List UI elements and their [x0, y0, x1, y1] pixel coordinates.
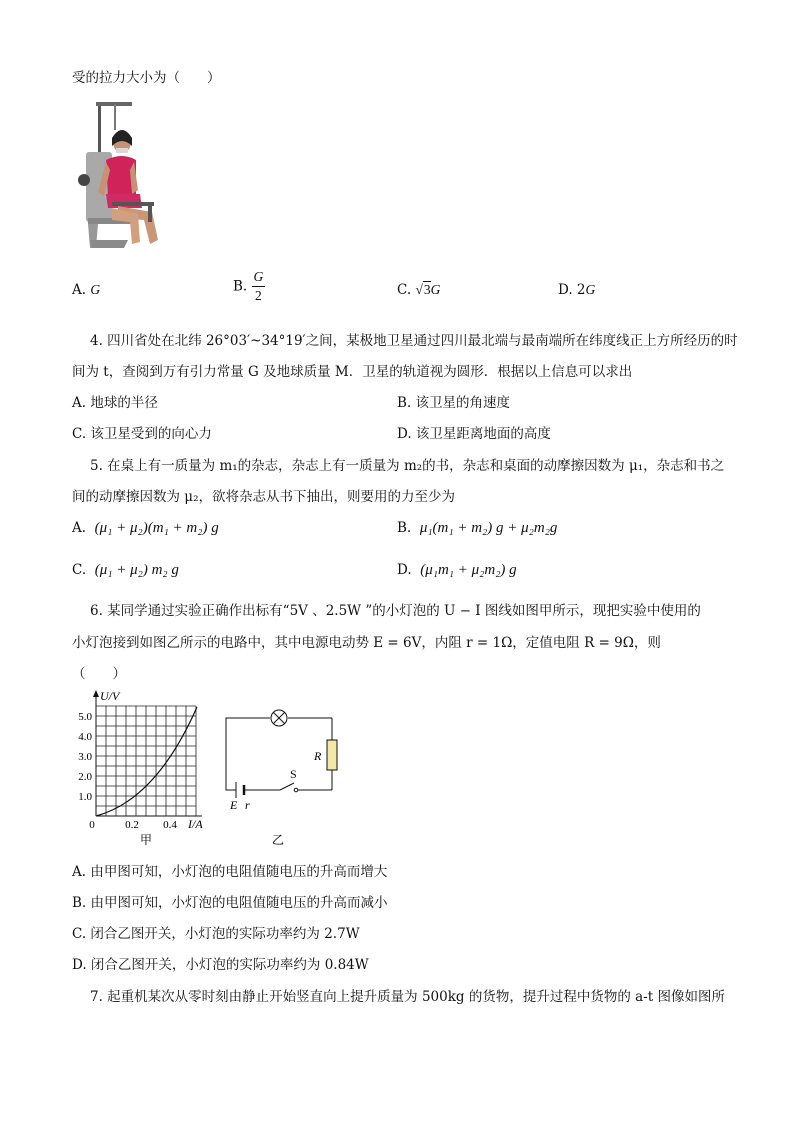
q5-option-c: C. (μ₁ + μ₂) m₂ g	[72, 562, 179, 578]
lamp-symbol	[271, 710, 287, 726]
graph-xlabel: I/A	[188, 817, 203, 831]
graph-ytick-4: 4.0	[78, 731, 92, 743]
q7-stem-line1: 7. 起重机某次从零时刻由静止开始竖直向上提升质量为 500kg 的货物，提升过程中货物的 a-t 图像如图所	[90, 989, 725, 1005]
graph-ui-curve	[96, 707, 197, 816]
graph-xtick-02: 0.2	[125, 819, 139, 831]
q6-option-a: A. 由甲图可知，小灯泡的电阻值随电压的升高而增大	[72, 864, 388, 880]
q4-option-c: C. 该卫星受到的向心力	[72, 426, 212, 442]
circuit-wire-loop	[226, 718, 270, 790]
switch-symbol	[280, 783, 298, 792]
q4-option-b: B. 该卫星的角速度	[397, 395, 511, 411]
q4-option-d: D. 该卫星距离地面的高度	[397, 426, 551, 442]
q4-stem-line2: 间为 t，查阅到万有引力常量 G 及地球质量 M．卫星的轨道视为圆形．根据以上信息可以求出	[72, 364, 633, 380]
graph-y-arrow	[93, 690, 99, 697]
graph-ytick-3: 3.0	[78, 751, 92, 763]
graph-xtick-0: 0	[89, 819, 95, 831]
q3-option-d: D. 2G	[558, 282, 596, 298]
q5-option-b: B. μ₁(m₁ + m₂) g + μ₂m₂g	[397, 520, 558, 536]
q4-stem-line1: 4. 四川省处在北纬 26°03′~34°19′之间，某极地卫星通过四川最北端与最南端所在纬度线正上方所经历的时	[90, 333, 738, 349]
q3-option-c: C. √3G	[397, 282, 441, 298]
q5-option-a: A. (μ₁ + μ₂)(m₁ + m₂) g	[72, 520, 219, 536]
graph-ytick-1: 1.0	[78, 791, 92, 803]
switch-label: S	[290, 767, 297, 781]
circuit-diagram	[220, 704, 350, 849]
graph-xtick-04: 0.4	[163, 819, 177, 831]
q6-option-c: C. 闭合乙图开关，小灯泡的实际功率约为 2.7W	[72, 926, 360, 942]
circuit-caption: 乙	[271, 833, 285, 847]
resistor-symbol	[327, 740, 337, 770]
q3-option-a: A. G	[72, 282, 101, 298]
q4-option-a: A. 地球的半径	[72, 395, 158, 411]
q5-stem-line2: 间的动摩擦因数为 μ₂，欲将杂志从书下抽出，则要用的力至少为	[72, 489, 455, 505]
resistor-label: R	[314, 749, 322, 763]
graph-grid	[96, 706, 196, 816]
traction-chair-illustration	[78, 100, 164, 250]
q6-stem-line2: 小灯泡接到如图乙所示的电路中，其中电源电动势 E = 6V，内阻 r = 1Ω，定值电阻 R = 9Ω，则	[72, 635, 661, 651]
sqrt-3: √3	[415, 282, 431, 297]
q6-option-b: B. 由甲图可知，小灯泡的电阻值随电压的升高而减小	[72, 895, 388, 911]
graph-caption: 甲	[139, 833, 153, 847]
graph-ylabel: U/V	[100, 689, 120, 703]
battery-symbol	[236, 782, 244, 798]
battery-r-label: r	[245, 798, 250, 812]
q5-option-d: D. (μ₁m₁ + μ₂m₂) g	[397, 562, 517, 578]
battery-e-label: E	[230, 798, 238, 812]
graph-ytick-2: 2.0	[78, 771, 92, 783]
q5-stem-line1: 5. 在桌上有一质量为 m₁的杂志，杂志上有一质量为 m₂的书，杂志和桌面的动摩擦因数为 μ₁，杂志和书之	[90, 458, 725, 474]
q3-stem-tail: 受的拉力大小为（ ）	[72, 70, 221, 86]
q6-option-d: D. 闭合乙图开关，小灯泡的实际功率约为 0.84W	[72, 957, 369, 973]
ui-graph	[66, 688, 216, 850]
q3-option-b: B. $\frac{G}{2}$	[233, 269, 264, 303]
q6-stem-line1: 6. 某同学通过实验正确作出标有“5V 、2.5W ”的小灯泡的 U − I 图线如图甲所示，现把实验中使用的	[90, 603, 701, 619]
fraction-g-over-2: $\frac{G}{2}$	[253, 269, 264, 303]
graph-ytick-5: 5.0	[78, 711, 92, 723]
q6-stem-line3: （ ）	[72, 666, 126, 682]
